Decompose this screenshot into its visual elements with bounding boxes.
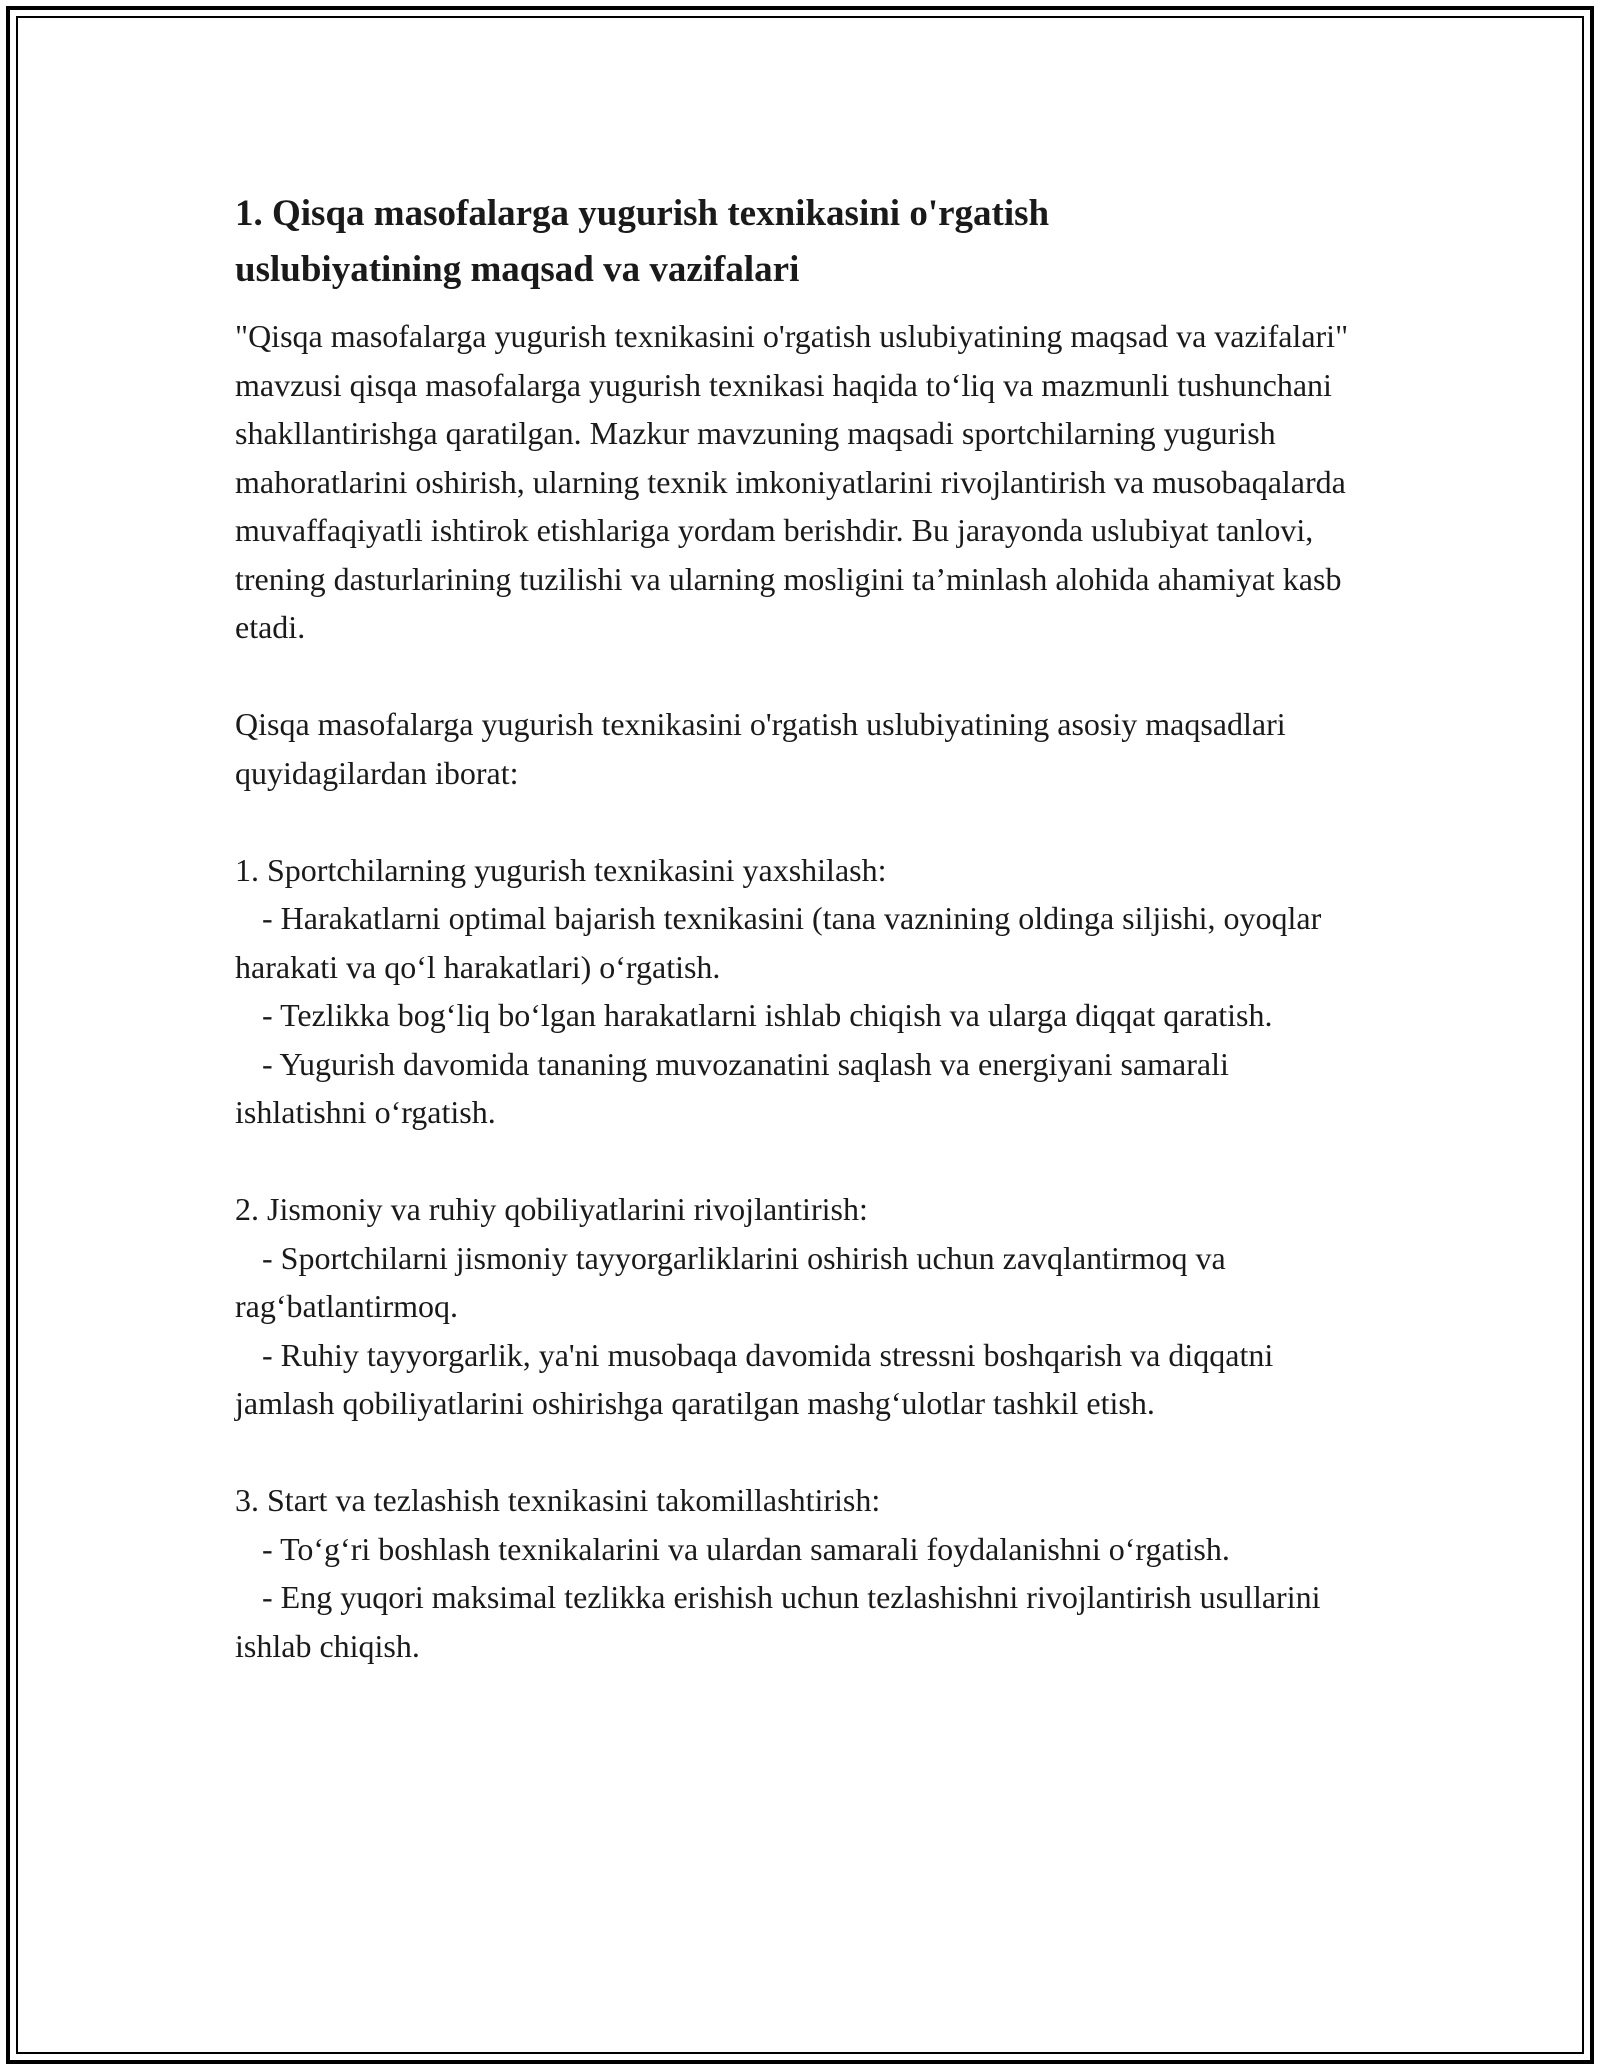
paragraph-gap (235, 1137, 1365, 1186)
paragraph-gap (235, 797, 1365, 846)
document-body (235, 186, 1365, 1670)
title-line-1: 1. Qisqa masofalarga yugurish texnikasini o'rgatish (235, 193, 1050, 234)
document-title (235, 186, 1365, 298)
goal-section-1 (235, 846, 1365, 1137)
goal-1-item-2: - Tezlikka bog‘liq bo‘lgan harakatlarni ishlab chiqish va ularga diqqat qaratish. (262, 997, 1273, 1033)
goal-2-item-1: - Sportchilarni jismoniy tayyorgarliklarini oshirish uchun zavqlantirmoq va rag‘batlantirmoq. (235, 1239, 1226, 1324)
goal-2-item-2: - Ruhiy tayyorgarlik, ya'ni musobaqa davomida stressni boshqarish va diqqatni jamlash qobiliyatlarini oshirishga qaratilgan mashg‘ulotlar tashkil etish. (235, 1336, 1274, 1421)
goal-heading-1: 1. Sportchilarning yugurish texnikasini yaxshilash: (235, 851, 887, 888)
goal-1-item-3: - Yugurish davomida tananing muvozanatini saqlash va energiyani samarali ishlatishni o‘rgatish. (235, 1045, 1229, 1130)
goal-1-item-1: - Harakatlarni optimal bajarish texnikasini (tana vaznining oldinga siljishi, oyoqlar harakati va qo‘l harakatlari) o‘rgatish. (235, 900, 1322, 985)
paragraph-gap (235, 1428, 1365, 1477)
goal-3-item-2: - Eng yuqori maksimal tezlikka erishish uchun tezlashishni rivojlantirish usullarini ishlab chiqish. (235, 1579, 1321, 1664)
goal-section-2 (235, 1185, 1365, 1428)
goal-heading-3: 3. Start va tezlashish texnikasini takomillashtirish: (235, 1482, 881, 1518)
goals-intro-paragraph: Qisqa masofalarga yugurish texnikasini o'rgatish uslubiyatining asosiy maqsadlari quyidagilardan iborat: (235, 706, 1294, 791)
goal-heading-2: 2. Jismoniy va ruhiy qobiliyatlarini rivojlantirish: (235, 1191, 868, 1227)
title-line-2: uslubiyatining maqsad va vazifalari (235, 249, 800, 290)
goal-3-item-1: - To‘g‘ri boshlash texnikalarini va ulardan samarali foydalanishni o‘rgatish. (262, 1530, 1230, 1567)
intro-paragraph: "Qisqa masofalarga yugurish texnikasini o'rgatish uslubiyatining maqsad va vazifalari" mavzusi qisqa masofalarga yugurish texnikasi haqida to‘liq va mazmunli tushunchani shakllantirishga qaratilgan. Mazkur mavzuning maqsadi sportchilarning yugurish mahoratlarini oshirish, ularning texnik imkoniyatlarini rivojlantirish va musobaqalarda muvaffaqiyatli ishtirok etishlariga yordam berishdir. Bu jarayonda uslubiyat tanlovi, trening dasturlarining tuzilishi va ularning mosligini ta’minlash alohida ahamiyat kasb etadi. (235, 318, 1357, 645)
paragraph-gap (235, 652, 1365, 701)
goal-section-3 (235, 1476, 1365, 1670)
